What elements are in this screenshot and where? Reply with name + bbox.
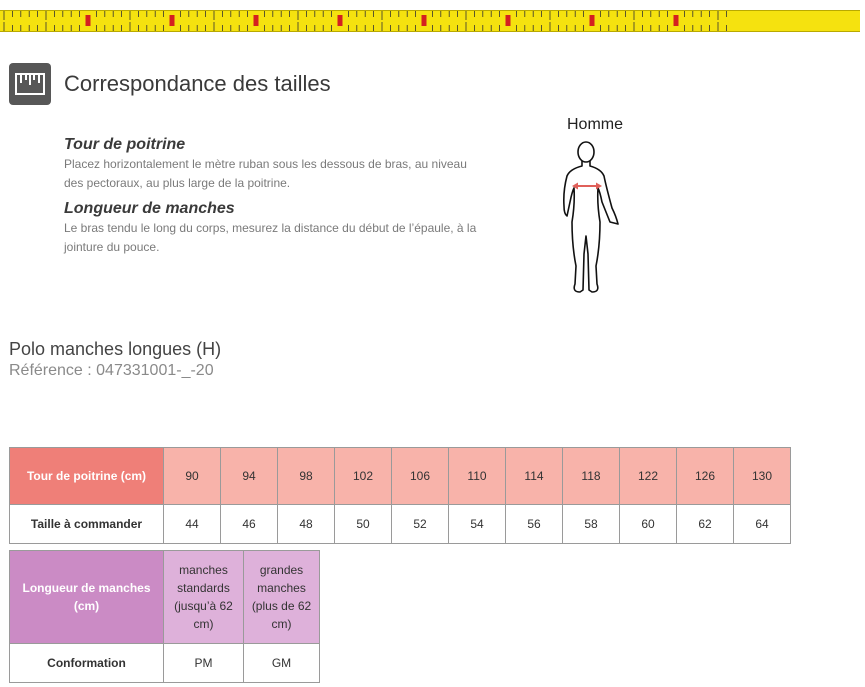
- tape-decimeter-mark: [86, 15, 91, 26]
- page-header: [9, 63, 331, 105]
- size-value-cell: 50: [335, 505, 392, 544]
- chest-size-table: [9, 447, 791, 544]
- sleeve-row: [10, 551, 320, 644]
- sleeve-title: Longueur de manches: [64, 200, 235, 217]
- ruler-icon: [9, 63, 51, 105]
- fit-header-cell: Conformation: [10, 644, 164, 683]
- standard-sleeve-cell: manches standards (jusqu’à 62 cm): [164, 551, 244, 644]
- chest-instructions: [64, 136, 484, 193]
- body-silhouette-icon: [552, 136, 624, 301]
- size-value-cell: 48: [278, 505, 335, 544]
- chest-text: Placez horizontalement le mètre ruban sous les dessous de bras, au niveau des pectoraux, au plus large de la poitrine.: [64, 157, 467, 190]
- sleeve-table: [9, 550, 320, 683]
- tape-decimeter-mark: [590, 15, 595, 26]
- fit-pm-cell: PM: [164, 644, 244, 683]
- product-info: [9, 339, 221, 380]
- chest-value-cell: 122: [620, 448, 677, 505]
- chest-value-cell: 118: [563, 448, 620, 505]
- size-value-cell: 62: [677, 505, 734, 544]
- chest-value-cell: 126: [677, 448, 734, 505]
- fit-row: [10, 644, 320, 683]
- figure-label: Homme: [567, 116, 624, 133]
- product-reference: Référence : 047331001-_-20: [9, 362, 214, 379]
- tape-ticks: [0, 11, 860, 31]
- chest-value-cell: 114: [506, 448, 563, 505]
- chest-value-cell: 94: [221, 448, 278, 505]
- tape-decimeter-mark: [506, 15, 511, 26]
- size-value-cell: 56: [506, 505, 563, 544]
- chest-value-cell: 102: [335, 448, 392, 505]
- product-name: Polo manches longues (H): [9, 339, 222, 359]
- tape-decimeter-mark: [338, 15, 343, 26]
- sleeve-instructions: [64, 200, 484, 257]
- size-value-cell: 64: [734, 505, 791, 544]
- size-value-cell: 52: [392, 505, 449, 544]
- chest-header-cell: Tour de poitrine (cm): [10, 448, 164, 505]
- chest-title: Tour de poitrine: [64, 136, 186, 153]
- size-value-cell: 60: [620, 505, 677, 544]
- long-sleeve-cell: grandes manches (plus de 62 cm): [244, 551, 320, 644]
- size-value-cell: 54: [449, 505, 506, 544]
- size-header-cell: Taille à commander: [10, 505, 164, 544]
- tape-decimeter-mark: [674, 15, 679, 26]
- tape-decimeter-mark: [170, 15, 175, 26]
- chest-value-cell: 106: [392, 448, 449, 505]
- chest-value-cell: 90: [164, 448, 221, 505]
- sleeve-header-cell: Longueur de manches (cm): [10, 551, 164, 644]
- size-value-cell: 44: [164, 505, 221, 544]
- chest-value-cell: 98: [278, 448, 335, 505]
- chest-value-cell: 130: [734, 448, 791, 505]
- sleeve-text: Le bras tendu le long du corps, mesurez la distance du début de l’épaule, à la jointure du pouce.: [64, 221, 477, 254]
- chest-row: [10, 448, 791, 505]
- tape-decimeter-mark: [422, 15, 427, 26]
- chest-value-cell: 110: [449, 448, 506, 505]
- size-value-cell: 58: [563, 505, 620, 544]
- measuring-tape-banner: [0, 10, 860, 32]
- size-row: [10, 505, 791, 544]
- page-title: Correspondance des tailles: [64, 71, 331, 96]
- size-value-cell: 46: [221, 505, 278, 544]
- fit-gm-cell: GM: [244, 644, 320, 683]
- tape-decimeter-mark: [254, 15, 259, 26]
